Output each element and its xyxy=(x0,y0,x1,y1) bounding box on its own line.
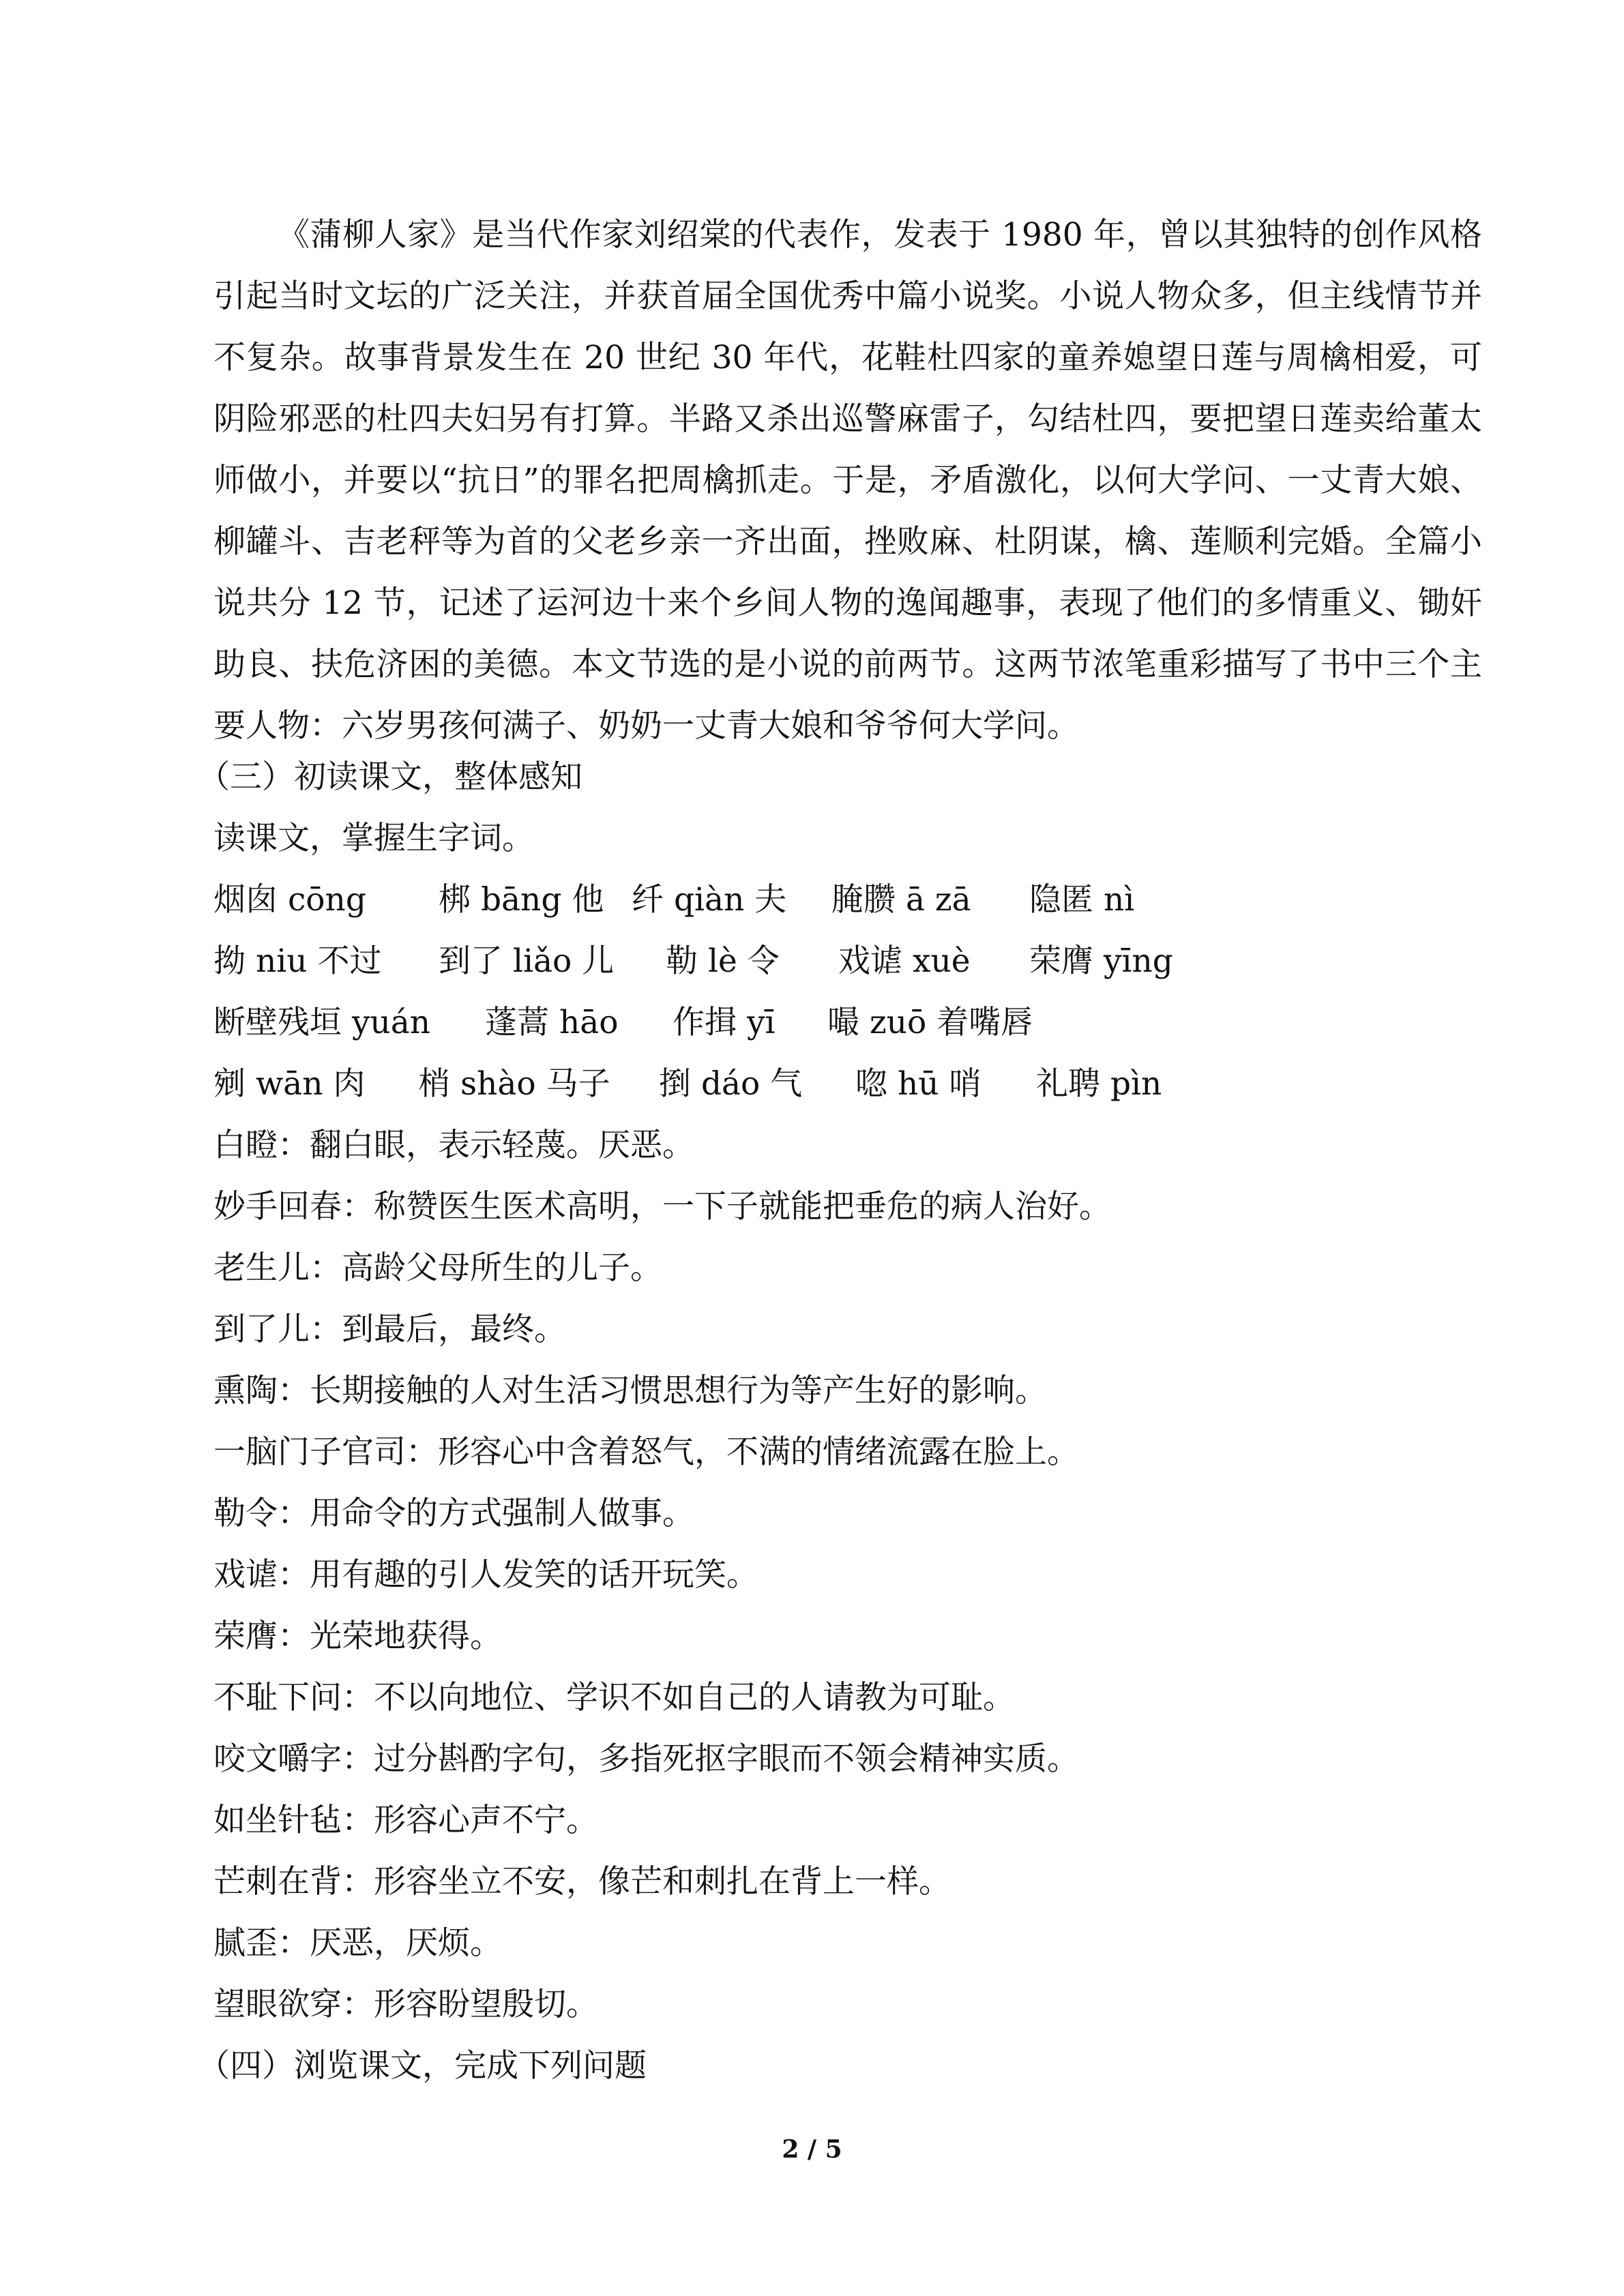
definition-item: 到了儿：到最后，最终。 xyxy=(213,1311,566,1348)
page-number: 2 / 5 xyxy=(782,2135,842,2164)
pinyin-item: 梆 bāng 他 xyxy=(439,881,604,919)
pinyin-item: 唿 hū 哨 xyxy=(855,1065,981,1103)
pinyin-item: 蓬蒿 hāo xyxy=(485,1004,619,1041)
pinyin-item: 烟囱 cōng xyxy=(213,881,366,919)
definition-item: 荣膺：光荣地获得。 xyxy=(213,1617,502,1655)
pinyin-item: 腌臜 ā zā xyxy=(831,881,971,919)
definition-item: 咬文嚼字：过分斟酌字句，多指死抠字眼而不领会精神实质。 xyxy=(213,1740,1079,1778)
definition-item: 勒令：用命令的方式强制人做事。 xyxy=(213,1495,694,1532)
pinyin-item: 嘬 zuō 着嘴唇 xyxy=(827,1004,1033,1041)
pinyin-item: 到了 liǎo 儿 xyxy=(439,942,615,980)
definition-item: 如坐针毡：形容心声不宁。 xyxy=(213,1802,598,1839)
definition-item: 白瞪：翻白眼，表示轻蔑。厌恶。 xyxy=(213,1127,694,1164)
pinyin-item: 荣膺 yīng xyxy=(1029,942,1173,980)
pinyin-item: 拗 niu 不过 xyxy=(213,942,382,980)
pinyin-item: 戏谑 xuè xyxy=(838,942,971,980)
definition-item: 不耻下问：不以向地位、学识不如自己的人请教为可耻。 xyxy=(213,1679,1015,1716)
pinyin-item: 梢 shào 马子 xyxy=(418,1065,610,1103)
section-3-instruction: 读课文，掌握生字词。 xyxy=(213,820,534,857)
pinyin-item: 捯 dáo 气 xyxy=(659,1065,803,1103)
definition-item: 戏谑：用有趣的引人发笑的话开玩笑。 xyxy=(213,1556,758,1594)
definition-item: 腻歪：厌恶，厌烦。 xyxy=(213,1924,502,1962)
definition-item: 一脑门子官司：形容心中含着怒气，不满的情绪流露在脸上。 xyxy=(213,1433,1079,1471)
pinyin-item: 礼聘 pìn xyxy=(1036,1065,1162,1103)
pinyin-item: 纤 qiàn 夫 xyxy=(632,881,787,919)
definition-item: 芒刺在背：形容坐立不安，像芒和刺扎在背上一样。 xyxy=(213,1863,951,1900)
definition-item: 妙手回春：称赞医生医术高明，一下子就能把垂危的病人治好。 xyxy=(213,1188,1111,1225)
pinyin-item: 剜 wān 肉 xyxy=(213,1065,366,1103)
definition-item: 望眼欲穿：形容盼望殷切。 xyxy=(213,1986,598,2023)
pinyin-item: 作揖 yī xyxy=(673,1004,776,1041)
definition-item: 熏陶：长期接触的人对生活习惯思想行为等产生好的影响。 xyxy=(213,1372,1047,1410)
definition-item: 老生儿：高龄父母所生的儿子。 xyxy=(213,1249,662,1287)
pinyin-item: 断壁残垣 yuán xyxy=(213,1004,431,1041)
pinyin-item: 隐匿 nì xyxy=(1029,881,1135,919)
section-3-heading: （三）初读课文，整体感知 xyxy=(198,758,582,796)
pinyin-item: 勒 lè 令 xyxy=(666,942,780,980)
intro-paragraph: 《蒲柳人家》是当代作家刘绍棠的代表作，发表于 1980 年，曾以其独特的创作风格引起当时文坛的广泛关注，并获首届全国优秀中篇小说奖。小说人物众多，但主线情节并不复杂。故事背景发生在 20 世纪 30 年代，花鞋杜四家的童养媳望日莲与周檎相爱，可阴险邪恶的杜四夫妇另有打算。半路又杀出巡警麻雷子，勾结杜四，要把望日莲卖给董太师做小，并要以“抗日”的罪名把周檎抓走。于是，矛盾激化，以何大学问、一丈青大娘、柳罐斗、吉老秤等为首的父老乡亲一齐出面，挫败麻、杜阴谋，檎、莲顺利完婚。全篇小说共分 12 节，记述了运河边十来个乡间人物的逸闻趣事，表现了他们的多情重义、锄奸助良、扶危济困的美德。本文节选的是小说的前两节。这两节浓笔重彩描写了书中三个主要人物：六岁男孩何满子、奶奶一丈青大娘和爷爷何大学问。 xyxy=(213,216,1482,745)
section-4-heading: （四）浏览课文，完成下列问题 xyxy=(198,2047,647,2085)
